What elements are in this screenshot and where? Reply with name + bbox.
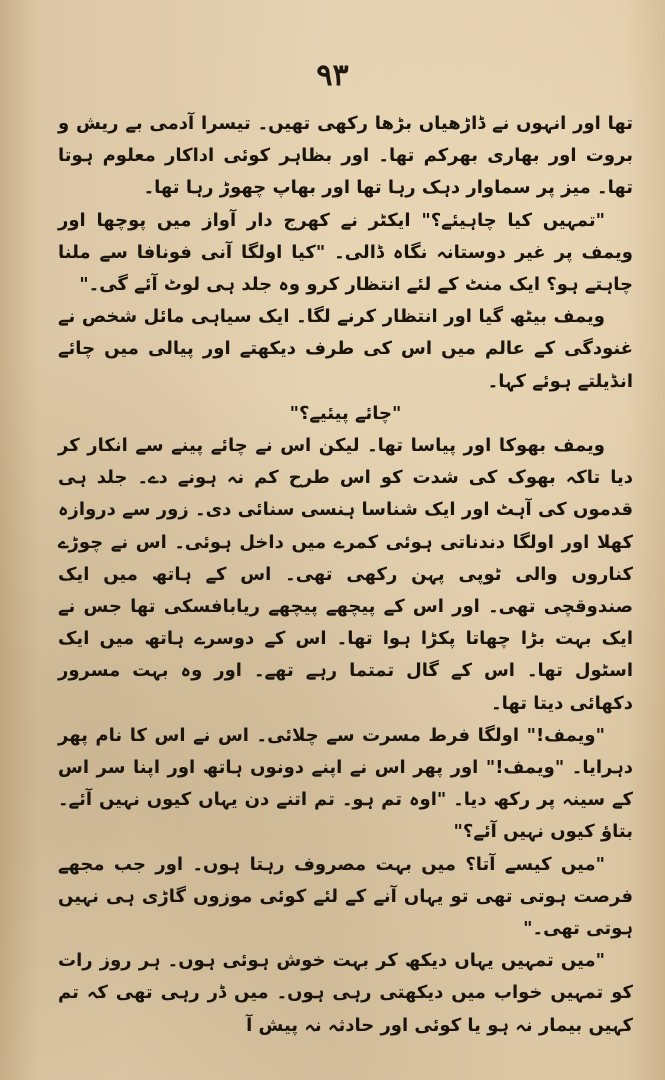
paragraph: "تمہیں کیا چاہیئے؟" ایکٹر نے کھرج دار آواز میں پوچھا اور ویمف پر غیر دوستانہ نگاہ ڈالی۔ "کیا اولگا آنی فونافا سے ملنا چاہتے ہو؟ ایک منٹ کے لئے انتظار کرو وہ جلد ہی لوٹ آئے گی۔" bbox=[58, 209, 633, 296]
paragraph: "چائے پیئیے؟" bbox=[289, 402, 402, 424]
paragraph: تھا اور انہوں نے ڈاڑھیاں بڑھا رکھی تھیں۔ تیسرا آدمی بے ریش و بروت اور بھاری بھرکم تھا۔ اور بظاہر کوئی اداکار معلوم ہوتا تھا۔ میز پر سماوار دہک رہا تھا اور بھاپ چھوڑ رہا تھا۔ bbox=[58, 113, 633, 199]
paragraph: ویمف بیٹھ گیا اور انتظار کرنے لگا۔ ایک سیاہی مائل شخص نے غنودگی کے عالم میں اس کی طرف دیکھتے اور پیالی میں چائے انڈیلتے ہوئے کہا۔ bbox=[58, 306, 633, 392]
paragraph: ویمف بھوکا اور پیاسا تھا۔ لیکن اس نے چائے پینے سے انکار کر دیا تاکہ بھوک کی شدت کو اس طرح کم نہ ہونے دے۔ جلد ہی قدموں کی آہٹ اور ایک شناسا ہنسی سنائی دی۔ زور سے دروازہ کھلا اور اولگا دندناتی ہوئی کمرے میں داخل ہوئی۔ اس نے چوڑے کناروں والی ٹوپی پہن رکھی تھی۔ اس کے ہاتھ میں ایک صندوقچی تھی۔ اور اس کے پیچھے پیچھے ریابافسکی تھا جس نے ایک بہت بڑا چھاتا پکڑا ہوا تھا۔ اس کے دوسرے ہاتھ میں ایک اسٹول تھا۔ اس کے گال تمتما رہے تھے۔ اور وہ بہت مسرور دکھائی دیتا تھا۔ bbox=[58, 435, 633, 714]
page-text bbox=[58, 108, 633, 1042]
page-number: ۹۳ bbox=[316, 58, 349, 93]
paragraph: "میں کیسے آتا؟ میں بہت مصروف رہتا ہوں۔ اور جب مجھے فرصت ہوتی تھی تو یہاں آنے کے لئے کوئی موزوں گاڑی ہی نہیں ہوتی تھی۔" bbox=[58, 853, 633, 940]
paragraph: "ویمف!" اولگا فرط مسرت سے چلائی۔ اس نے اس کا نام پھر دہرایا۔ "ویمف!" اور پھر اس نے اپنے دونوں ہاتھ اور اپنا سر اس کے سینہ پر رکھ دیا۔ "اوہ تم ہو۔ تم اتنے دن یہاں کیوں نہیں آئے۔ بتاؤ کیوں نہیں آئے؟" bbox=[58, 724, 633, 843]
paragraph: "میں تمہیں یہاں دیکھ کر بہت خوش ہوئی ہوں۔ ہر روز رات کو تمہیں خواب میں دیکھتی رہی ہوں۔ میں ڈر رہی تھی کہ تم کہیں بیمار نہ ہو یا کوئی اور حادثہ نہ پیش آ bbox=[58, 950, 633, 1036]
